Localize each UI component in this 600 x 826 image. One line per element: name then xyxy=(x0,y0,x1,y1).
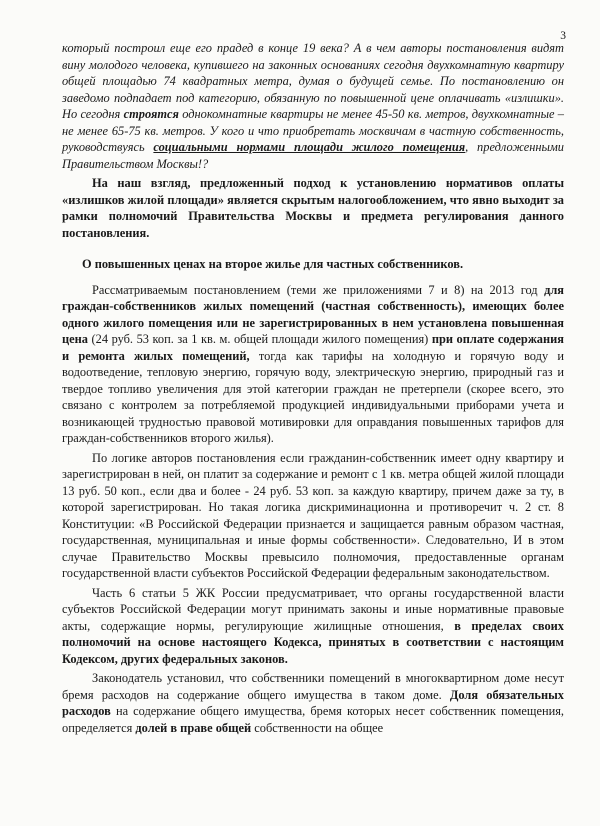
paragraph-legislator-text-1: Законодатель установил, что собственники помещений в многоквартирном доме несут бремя расходов на содержание общего имущества в таком доме. xyxy=(62,671,564,702)
paragraph-intro-text-2: однокомнатные квартиры не менее 45-50 кв. метров, двухкомнатные – не менее 65-75 кв. метров. У кого и что приобретать москвичам в частную собственность, руководствуясь xyxy=(62,107,564,154)
paragraph-legislator-emphasis-1: Доля обязательных расходов xyxy=(62,687,564,718)
paragraph-prices-text-3: тогда как тарифы на холодную и горячую воду и водоотведение, тепловую энергию, горячую воду, электрическую энергию, природный газ и твердое топливо увеличения для этой категории граждан не претерпели (скорее всего, это связано с контролем за потребляемой продукцией индивидуальными приборами учета и возникающей трудностью правовой мотивировки для оправдания повышенных тарифов для граждан-собственников второго жилья). xyxy=(62,348,564,445)
paragraph-prices-emphasis-1: для граждан-собственников жилых помещений (частная собственность), имеющих более одного жилого помещения или не зарегистрированных в нем установлена повышенная цена xyxy=(62,282,564,346)
paragraph-logic: По логике авторов постановления если гражданин-собственник имеет одну квартиру и зарегистрирован в ней, он платит за содержание и ремонт с 1 кв. метра общей жилой площади 13 руб. 50 коп., если два и более - 24 руб. 53 коп. за каждую квартиру, причем даже за ту, в которой зарегистрирован. Но такая логика дискриминационна и противоречит ч. 2 ст. 8 Конституции: «В Российской Федерации признается и защищается равным образом частная, государственная, муниципальная и иные формы собственности». Следовательно, И в этом случае Правительство Москвы превысило полномочия, предоставленные органам государственной власти субъектов Российской Федерации федеральным законодательством. xyxy=(62,450,564,580)
paragraph-intro-text-1: который построил еще его прадед в конце 19 века? А в чем авторы постановления видят вину молодого человека, купившего на законных основаниях сегодня двухкомнатную квартиру общей площадью 74 квадратных метра, думая о будущей семье. По постановлению он заведомо подпадает под категорию, обязанную по повышенной цене оплачивать «излишки». Но сегодня xyxy=(62,41,564,121)
paragraph-intro-emphasis-norms: социальными нормами площади жилого помещения xyxy=(153,140,466,154)
paragraph-housing-code xyxy=(62,585,564,668)
paragraph-intro-text-3: , предложенными Правительством Москвы!? xyxy=(62,140,564,171)
paragraph-prices-text-2: (24 руб. 53 коп. за 1 кв. м. общей площади жилого помещения) xyxy=(87,332,432,346)
section-heading: О повышенных ценах на второе жилье для частных собственников. xyxy=(82,257,464,271)
paragraph-legislator-text-3: собственности на общее xyxy=(251,720,384,735)
paragraph-conclusion: На наш взгляд, предложенный подход к установлению нормативов оплаты «излишков жилой площади» является скрытым налогообложением, что явно выходит за рамки полномочий Правительства Москвы и предмета регулирования данного постановления. xyxy=(62,176,564,240)
paragraph-legislator xyxy=(62,670,564,736)
paragraph-legislator-text-2: на содержание общего имущества, бремя которых несет собственник помещения, определяется xyxy=(62,704,564,735)
paragraph-prices xyxy=(62,282,564,447)
paragraph-legislator-emphasis-2: долей в праве общей xyxy=(135,720,252,735)
paragraph-intro xyxy=(62,40,564,172)
page-number: 3 xyxy=(560,30,566,42)
paragraph-prices-emphasis-2: при оплате содержания и ремонта жилых помещений, xyxy=(62,332,564,363)
paragraph-housing-code-emphasis: в пределах своих полномочий на основе настоящего Кодекса, принятых в соответствии с настоящим Кодексом, других федеральных законов. xyxy=(62,618,565,666)
document-body xyxy=(62,40,564,736)
paragraph-housing-code-text: Часть 6 статьи 5 ЖК России предусматривает, что органы государственной власти субъектов Российской Федерации могут принимать законы и иные нормативные правовые акты, содержащие нормы, регулирующие жилищные отношения, xyxy=(62,585,564,633)
paragraph-intro-emphasis-built: строятся xyxy=(123,107,179,121)
paragraph-prices-text-1: Рассматриваемым постановлением (теми же приложениями 7 и 8) на 2013 год xyxy=(92,282,545,297)
